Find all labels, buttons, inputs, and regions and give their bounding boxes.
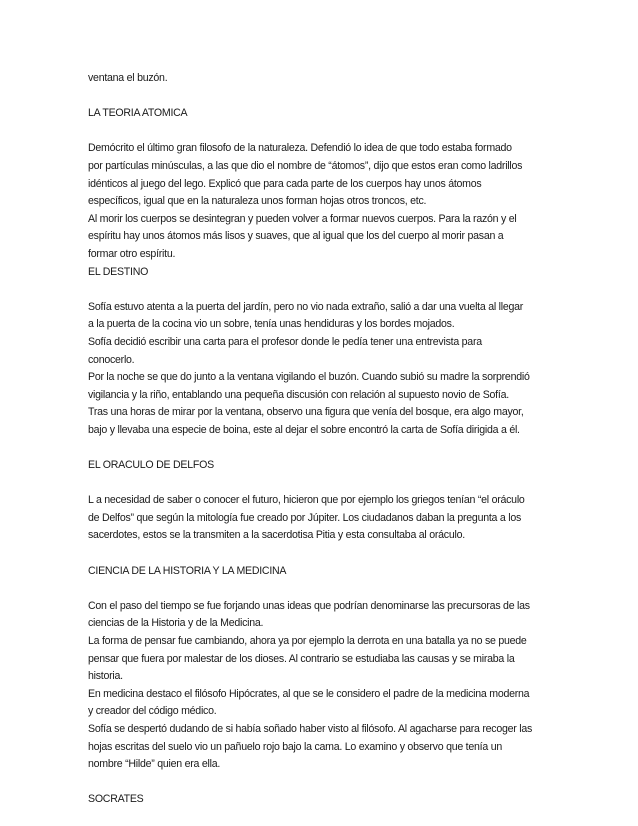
blank-line — [88, 123, 552, 141]
text-line: Sofía decidió escribir una carta para el profesor donde le pedía tener una entrevista para — [88, 335, 482, 348]
document-page — [88, 70, 552, 809]
text-line: hojas escritas del suelo vio un pañuelo rojo bajo la cama. Lo examino y observo que tenía un — [88, 740, 502, 753]
text-line: pensar que fuera por malestar de los dioses. Al contrario se estudiaba las causas y se miraba la — [88, 652, 515, 665]
text-line: y creador del código médico. — [88, 705, 217, 718]
text-line: ciencias de la Historia y de la Medicina. — [88, 617, 264, 630]
text-line: específicos, igual que en la naturaleza unos forman hojas otros troncos, etc. — [88, 195, 427, 208]
text-line: Por la noche se que do junto a la ventana vigilando el buzón. Cuando subió su madre la sorprendió — [88, 371, 530, 384]
text-line: espíritu hay unos átomos más lisos y suaves, que al igual que los del cuerpo al morir pasan a — [88, 230, 504, 243]
blank-line — [88, 545, 552, 563]
text-line: L a necesidad de saber o conocer el futuro, hicieron que por ejemplo los griegos tenían “el oráculo — [88, 494, 525, 507]
text-line: vigilancia y la riño, entablando una pequeña discusión con relación al supuesto novio de Sofía. — [88, 388, 509, 401]
text-line: conocerlo. — [88, 353, 135, 366]
blank-line — [88, 281, 552, 299]
text-line: nombre “Hilde” quien era ella. — [88, 758, 221, 771]
text-line: idénticos al juego del lego. Explicó que para cada parte de los cuerpos hay unos átomos — [88, 177, 482, 190]
text-line: La forma de pensar fue cambiando, ahora ya por ejemplo la derrota en una batalla ya no se puede — [88, 635, 527, 647]
text-line: Tras una horas de mirar por la ventana, observo una figura que venía del bosque, era algo mayor, — [88, 406, 524, 419]
section-heading-el-oraculo-de-delfos: EL ORACULO DE DELFOS — [88, 459, 214, 472]
text-line: Con el paso del tiempo se fue forjando unas ideas que podrían denominarse las precursoras de las — [88, 599, 530, 612]
section-heading-el-destino: EL DESTINO — [88, 265, 149, 278]
text-line: formar otro espíritu. — [88, 247, 176, 260]
text-line: En medicina destaco el filósofo Hipócrates, al que se le considero el padre de la medicina moderna — [88, 687, 530, 700]
text-line: a la puerta de la cocina vio un sobre, tenía unas hendiduras y los bordes mojados. — [88, 318, 455, 331]
section-heading-ciencia-de-la-historia-y-la-medicina: CIENCIA DE LA HISTORIA Y LA MEDICINA — [88, 564, 287, 577]
text-line: Sofía se despertó dudando de si había soñado haber visto al filósofo. Al agacharse para recoger las — [88, 722, 533, 735]
text-line: por partículas minúsculas, a las que dio el nombre de “átomos”, dijo que estos eran como ladrillos — [88, 159, 523, 172]
section-heading-socrates: SOCRATES — [88, 793, 144, 806]
section-heading-la-teoria-atomica: LA TEORIA ATOMICA — [88, 107, 188, 120]
text-line: Demócrito el último gran filosofo de la naturaleza. Defendió lo idea de que todo estaba formado — [88, 142, 512, 155]
text-line: historia. — [88, 670, 123, 683]
text-line: ventana el buzón. — [88, 72, 168, 84]
text-line: Al morir los cuerpos se desintegran y pueden volver a formar nuevos cuerpos. Para la razón y el — [88, 212, 517, 225]
blank-line — [88, 475, 552, 493]
text-line: Sofía estuvo atenta a la puerta del jardín, pero no vio nada extraño, salió a dar una vuelta al llegar — [88, 300, 524, 313]
blank-line — [88, 439, 552, 457]
text-line: bajo y llevaba una especie de boina, este al dejar el sobre encontró la carta de Sofía dirigida a él. — [88, 423, 520, 436]
text-line: sacerdotes, estos se la transmiten a la sacerdotisa Pitia y esta consultaba al oráculo. — [88, 529, 465, 542]
blank-line — [88, 774, 552, 792]
blank-line — [88, 580, 552, 598]
text-line: de Delfos” que según la mitología fue creado por Júpiter. Los ciudadanos daban la pregunta a los — [88, 511, 522, 524]
blank-line — [88, 88, 552, 106]
